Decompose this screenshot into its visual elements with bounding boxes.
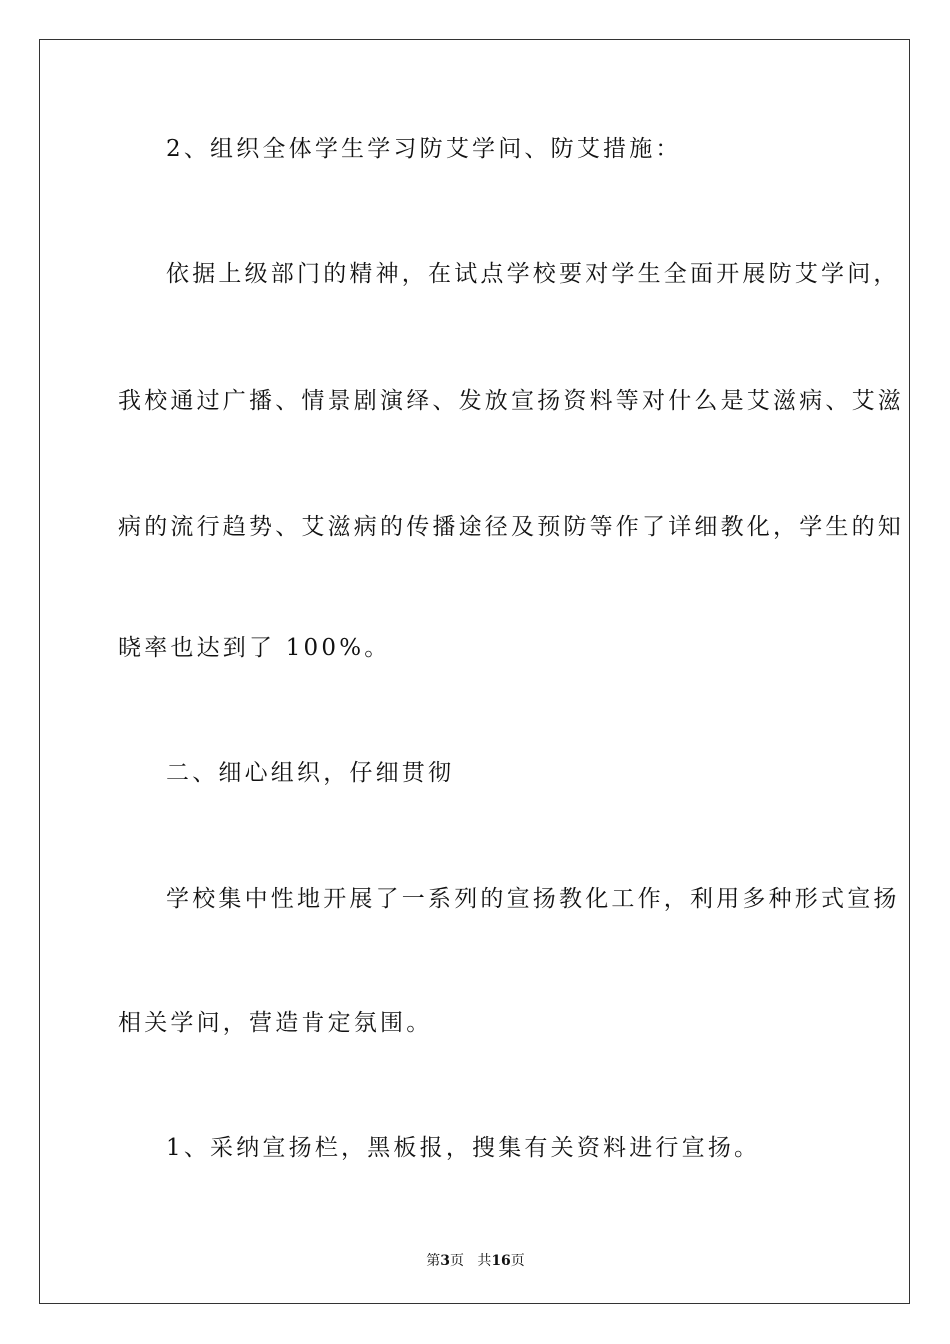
page-prefix: 第 bbox=[426, 1253, 441, 1269]
page-frame bbox=[39, 39, 910, 1304]
paragraph-line: 2、组织全体学生学习防艾学问、防艾措施： bbox=[166, 136, 682, 162]
paragraph-line: 学校集中性地开展了一系列的宣扬教化工作，利用多种形式宣扬 bbox=[166, 886, 900, 912]
total-prefix: 共 bbox=[477, 1253, 492, 1269]
section-heading: 二、细心组织，仔细贯彻 bbox=[166, 760, 455, 786]
paragraph-line: 依据上级部门的精神，在试点学校要对学生全面开展防艾学问， bbox=[166, 261, 900, 287]
page-number: 3 bbox=[440, 1253, 450, 1269]
total-pages: 16 bbox=[491, 1253, 511, 1269]
paragraph-line: 病的流行趋势、艾滋病的传播途径及预防等作了详细教化，学生的知 bbox=[118, 514, 904, 540]
paragraph-line: 晓率也达到了 100%。 bbox=[118, 635, 391, 661]
page-suffix: 页 bbox=[449, 1253, 464, 1269]
total-suffix: 页 bbox=[510, 1253, 525, 1269]
page-footer bbox=[40, 1250, 911, 1270]
paragraph-line: 相关学问，营造肯定氛围。 bbox=[118, 1010, 433, 1036]
paragraph-line: 1、采纳宣扬栏，黑板报，搜集有关资料进行宣扬。 bbox=[166, 1135, 761, 1161]
paragraph-line: 我校通过广播、情景剧演绎、发放宣扬资料等对什么是艾滋病、艾滋 bbox=[118, 388, 904, 414]
